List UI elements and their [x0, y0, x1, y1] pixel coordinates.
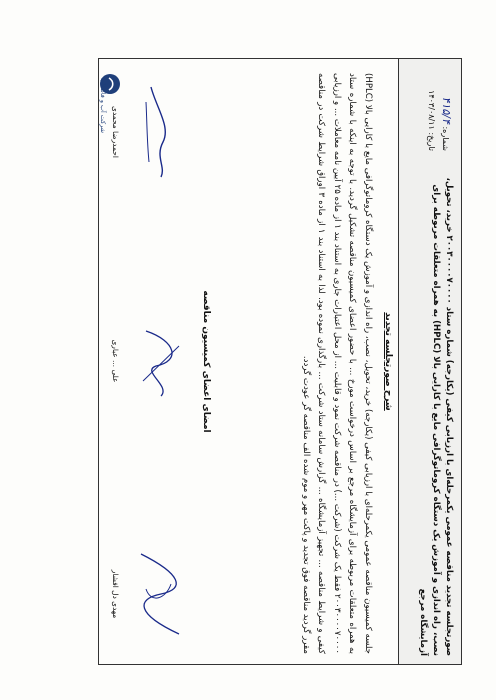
signature-1 — [111, 534, 191, 654]
date-label: تاریخ — [427, 135, 436, 151]
company-logo — [99, 73, 121, 133]
signature-name-3: احمدرضا محمدی — [111, 106, 120, 158]
signature-2 — [111, 301, 191, 421]
signature-3 — [111, 72, 191, 192]
subtitle: شرح صورتجلسه تجدید — [383, 312, 393, 411]
date-value: ۱۴۰۳/۰۸/۱۱ — [427, 90, 436, 130]
signature-name-2: علی ... عباری — [111, 339, 120, 383]
signature-mark-1 — [131, 544, 191, 644]
commission-title: امضای اعضای کمیسیون مناقصه — [201, 290, 211, 433]
logo-text: شرکت آب و فاضلاب — [99, 77, 107, 133]
document-frame — [98, 58, 462, 665]
signature-mark-2 — [131, 311, 191, 411]
date-row: تاریخ: ۱۴۰۳/۰۸/۱۱ — [427, 90, 436, 151]
signature-mark-3 — [131, 82, 191, 182]
number-label: شماره — [441, 129, 450, 151]
meta-block — [424, 65, 453, 151]
header-box — [398, 59, 461, 664]
header-title: صورتجلسه تجدید مناقصه عمومی یکمرحله‌ای با ارزیابی کیفی (یکارجه) شماره ستاد ۲۰۰۳۰۰۰۰۷۰۰۰۰ خرید، تحویل، نصب، راه اندازی و آموزش یک دستگاه کروماتوگرافی مایع با کارایی بالا (HPLC) به همراه متعلقات مربوطه برای آزمایشگاه مرجع — [418, 177, 454, 656]
signature-name-1: مهدی دل افشار — [111, 569, 120, 619]
body-text: جلسه کمیسیون مناقصه عمومی یکمرحله‌ای با ارزیابی کیفی (یکارجه) خرید، تحویل، نصب، راه اندازی و آموزش یک دستگاه کروماتوگرافی مایع با کارایی بالا (HPLC) به همراه متعلقات مربوطه برای آزمایشگاه مرجع بر اساس درخواست مورخ ... با حضور اعضای کمیسیون مناقصه تشکیل گردید. با توجه به اینکه با شماره ستاد ۲۰۰۳۰۰۰۰۷۰۰۰۰ فقط یک شرکت (شرکت ...) در مناقصه شرکت نمود و قابلیت ... از محل اعتبارات جاری به استناد بند ۱ از ماده ۲۵ آیین نامه معاملات ... و ارزیابی کیفی و شرایط مناقصه ... تجهیز آزمایشگاه ... گزارش سامانه ستاد شرکت ... بارگذاری نموده بود. لذا به استناد بند ۱ از ماده ۳ اوراق شرایط شرکت در مناقصه مقرر گردید مناقصه فوق تجدید و پاکت مهر و موم شده الف مناقصه گر عودت گردد. — [301, 73, 373, 654]
number-value: ۴۱۵/۴ — [440, 96, 453, 124]
number-row: شماره: ۴۱۵/۴ — [440, 96, 453, 151]
